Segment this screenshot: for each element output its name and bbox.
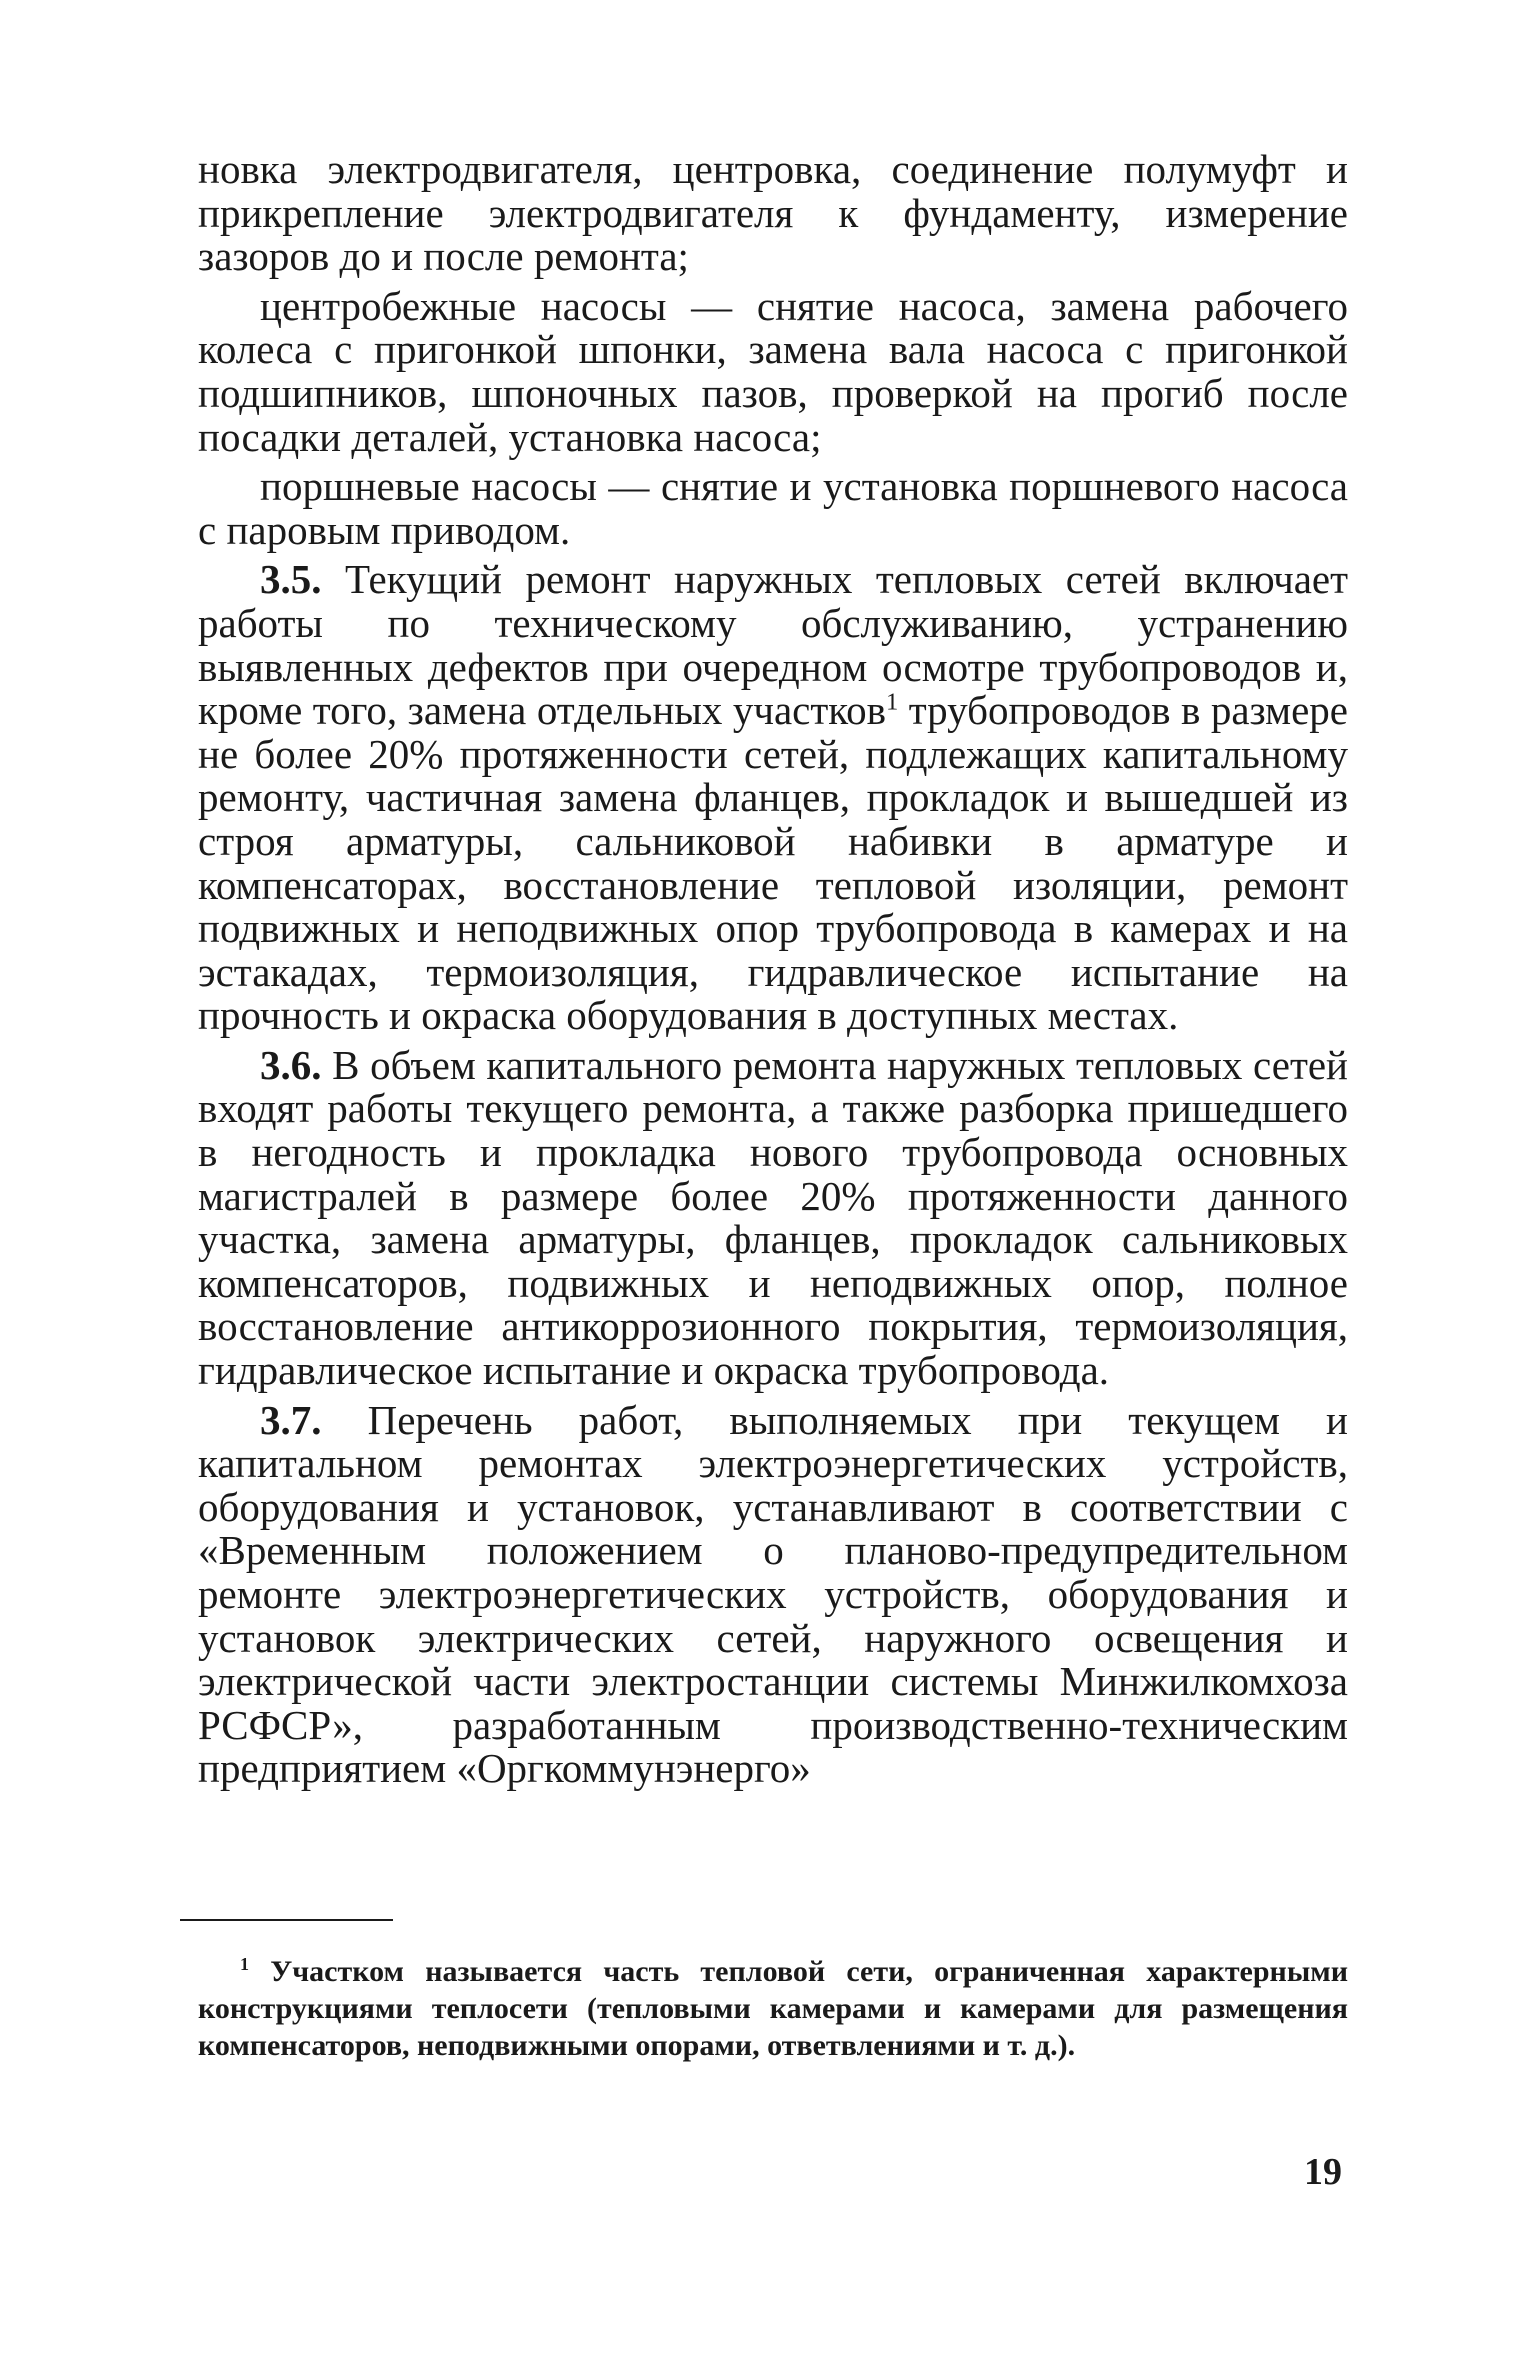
paragraph-text: трубопроводов в размере не более 20% протяженности сетей, подлежащих капитальному ремонту, частичная замена фланцев, прокладок и вышедшей из строя арматуры, сальниковой набивки в арматуре и компенсаторах, восстановление тепловой изоляции, ремонт подвижных и неподвижных опор трубопровода в камерах и на эстакадах, термоизоляция, гидравлическое испытание на прочность и окраска оборудования в доступных местах. xyxy=(198,687,1348,1039)
footnote-reference: 1 xyxy=(885,688,899,716)
page-body xyxy=(198,148,1348,1797)
paragraph-3-7 xyxy=(198,1396,1349,1792)
footnote xyxy=(198,1953,1348,2064)
main-text xyxy=(198,148,1348,1791)
paragraph-1: новка электродвигателя, центровка, соединение полумуфт и прикрепление электродвигателя к фундаменту, измерение зазоров до и после ремонта; xyxy=(198,146,1348,280)
section-number: 3.6. xyxy=(260,1041,322,1088)
paragraph-3-5 xyxy=(198,558,1348,1038)
paragraph-2: центробежные насосы — снятие насоса, замена рабочего колеса с пригонкой шпонки, замена вала насоса с пригонкой подшипников, шпоночных пазов, проверкой на прогиб после посадки деталей, установка насоса; xyxy=(198,282,1348,460)
section-number: 3.5. xyxy=(260,556,322,603)
paragraph-text: Текущий ремонт наружных тепловых сетей включает работы по техническому обслуживанию, устранению выявленных дефектов при очередном осмотре трубопроводов и, кроме того, замена отдельных участков xyxy=(198,556,1349,734)
section-number: 3.7. xyxy=(260,1396,322,1443)
paragraph-text: В объем капитального ремонта наружных тепловых сетей входят работы текущего ремонта, а также разборка пришедшего в негодность и прокладка нового трубопровода основных магистралей в размере более 20% протяженности данного участка, замена арматуры, фланцев, прокладок сальниковых компенсаторов, подвижных и неподвижных опор, полное восстановление антикоррозионного покрытия, термоизоляция, гидравлическое испытание и окраска трубопровода. xyxy=(198,1041,1348,1394)
paragraph-text: Перечень работ, выполняемых при текущем и капитальном ремонтах электроэнергетических устройств, оборудования и установок, устанавливают в соответствии с «Временным положением о планово-предупредительном ремонте электроэнергетических устройств, оборудования и установок электрических сетей, наружного освещения и электрической части электростанции системы Минжилкомхоза РСФСР», разработанным производственно-техническим предприятием «Оргкоммунэнерго» xyxy=(198,1396,1349,1792)
paragraph-3: поршневые насосы — снятие и установка поршневого насоса с паровым приводом. xyxy=(198,463,1348,553)
paragraph-3-6 xyxy=(198,1041,1348,1394)
footnote-divider xyxy=(180,1919,393,1921)
footnote-marker: 1 xyxy=(240,1954,249,1974)
page-number: 19 xyxy=(1304,2151,1342,2193)
footnote-text: Участком называется часть тепловой сети, ограниченная характерными конструкциями теплосети (тепловыми камерами и камерами для размещения компенсаторов, неподвижными опорами, ответвлениями и т. д.). xyxy=(198,1955,1348,2062)
